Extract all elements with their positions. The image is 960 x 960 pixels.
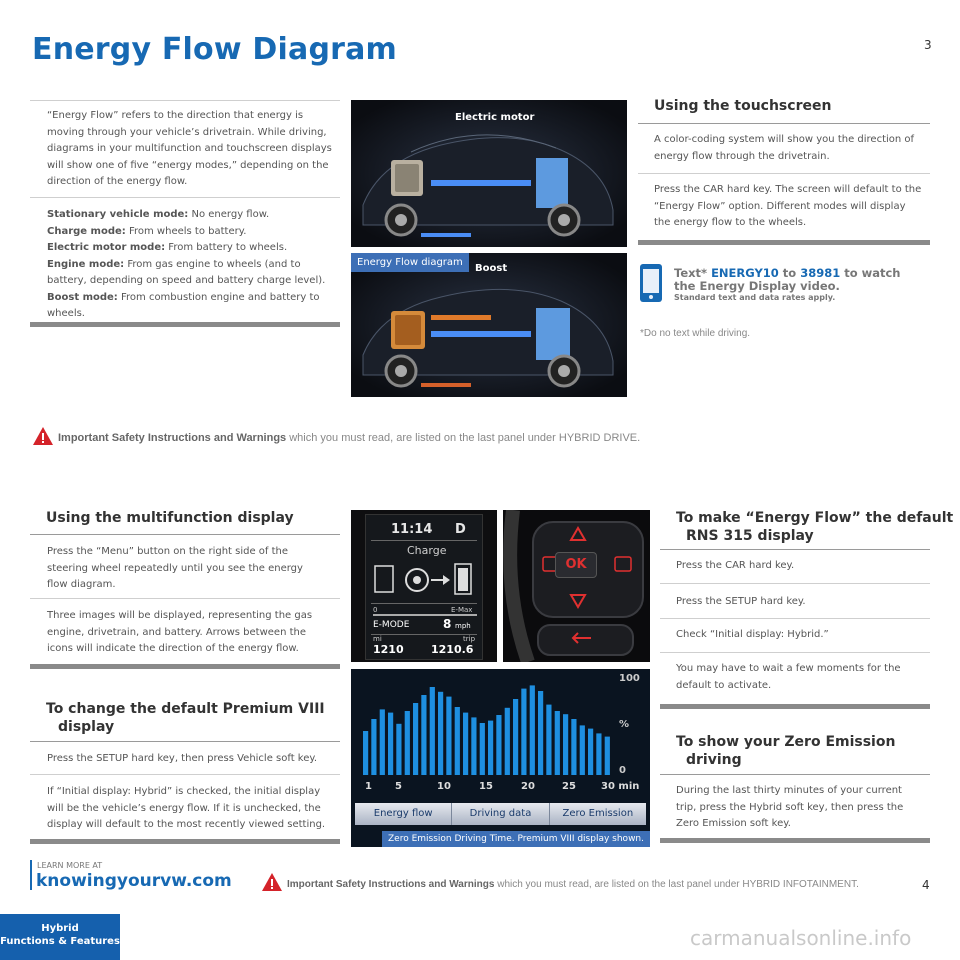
safety-rest: which you must read, are listed on the last panel under HYBRID INFOTAINMENT. bbox=[494, 879, 859, 890]
mode-name: Electric motor mode: bbox=[47, 242, 166, 253]
cluster-speed: 8 bbox=[443, 617, 452, 631]
premium-p2: If “Initial display: Hybrid” is checked, the initial display will be the vehicle’s energy flow. If it is unchecked, the display will default to the most recently viewed setting. bbox=[47, 786, 326, 830]
warning-triangle-icon bbox=[261, 872, 283, 896]
cluster-speed-unit: mph bbox=[455, 622, 471, 630]
chart-bar bbox=[438, 692, 443, 775]
chart-caption: Zero Emission Driving Time. Premium VIII display shown. bbox=[382, 831, 650, 847]
diagram-label-electric-motor: Electric motor bbox=[455, 112, 535, 123]
chart-tabs bbox=[355, 803, 646, 825]
page-number-right: 3 bbox=[924, 38, 932, 52]
divider bbox=[660, 583, 930, 584]
watermark: carmanualsonline.info bbox=[690, 926, 912, 950]
mode-item bbox=[47, 240, 332, 257]
multifunction-cluster-display bbox=[351, 510, 497, 662]
chart-bar bbox=[413, 703, 418, 775]
chart-bar bbox=[496, 715, 501, 775]
chart-xtick: 10 bbox=[437, 781, 451, 792]
mode-name: Engine mode: bbox=[47, 258, 125, 270]
safety-bold: Important Safety Instructions and Warnings bbox=[287, 879, 495, 890]
chart-bar bbox=[471, 717, 476, 775]
multifunction-p1: Press the “Menu” button on the right side of the steering wheel repeatedly until you see the energy flow diagram. bbox=[47, 546, 303, 590]
diagram-caption: Energy Flow diagram bbox=[351, 253, 469, 272]
touchscreen-p2: Press the CAR hard key. The screen will default to the “Energy Flow” option. Different modes will display the energy flow to the wheels. bbox=[654, 184, 922, 228]
chart-xtick: 25 bbox=[562, 781, 576, 792]
chart-bar bbox=[588, 729, 593, 775]
mode-name: Charge mode: bbox=[47, 225, 126, 237]
emode-bar bbox=[373, 614, 477, 616]
chart-bar bbox=[388, 713, 393, 775]
chart-bar bbox=[363, 731, 368, 775]
divider bbox=[371, 540, 477, 541]
phone-icon bbox=[640, 264, 662, 302]
chart-xtick: 5 bbox=[395, 781, 402, 792]
cluster-mi: mi bbox=[373, 635, 382, 643]
steering-wheel-buttons bbox=[503, 510, 650, 662]
footer-accent-bar bbox=[30, 860, 32, 890]
divider-thick bbox=[638, 240, 930, 245]
multifunction-heading: Using the multifunction display bbox=[46, 510, 294, 526]
chart-bar bbox=[371, 719, 376, 775]
mode-desc: From gas engine to wheels (and to battery, depending on speed and battery charge level). bbox=[47, 258, 326, 286]
divider-thick bbox=[30, 664, 340, 669]
mode-name: Stationary vehicle mode: bbox=[47, 209, 189, 220]
chart-bar bbox=[546, 705, 551, 775]
rns-step: Check “Initial display: Hybrid.” bbox=[676, 629, 829, 640]
touchscreen-p1: A color-coding system will show you the direction of energy flow through the drivetrain. bbox=[654, 134, 915, 162]
chart-xtick: 20 bbox=[521, 781, 535, 792]
learn-more-label: LEARN MORE AT bbox=[37, 861, 103, 870]
chart-xticks bbox=[357, 781, 647, 795]
premium-heading bbox=[46, 700, 325, 736]
mode-desc: From battery to wheels. bbox=[165, 242, 288, 253]
chart-bar bbox=[571, 719, 576, 775]
zero-emission-chart bbox=[351, 669, 650, 799]
chart-bar bbox=[455, 707, 460, 775]
tab-zero-emission[interactable]: Zero Emission bbox=[562, 808, 634, 819]
mode-item bbox=[47, 290, 332, 323]
multifunction-p2: Three images will be displayed, representing the gas engine, drivetrain, and battery. Arrows between the icons will indicate the direction of the energy flow. bbox=[47, 610, 313, 654]
section-tab-line2: Functions & Features bbox=[0, 936, 120, 947]
chart-bar bbox=[380, 709, 385, 775]
chart-bar bbox=[538, 691, 543, 775]
rns-step: Press the SETUP hard key. bbox=[676, 596, 806, 607]
section-tab-line1: Hybrid bbox=[41, 923, 79, 934]
zero-emission-heading bbox=[676, 733, 895, 769]
car-illustration bbox=[351, 253, 627, 397]
divider bbox=[30, 197, 340, 198]
chart-ytick-top: 100 bbox=[619, 673, 640, 684]
divider bbox=[638, 123, 930, 124]
text-promo bbox=[674, 267, 901, 303]
text-promo-to: to bbox=[778, 266, 801, 280]
warning-triangle-icon bbox=[32, 426, 54, 450]
text-promo-note: *Do no text while driving. bbox=[640, 328, 751, 339]
energy-flow-icons bbox=[373, 560, 477, 600]
divider bbox=[30, 741, 340, 742]
divider bbox=[30, 598, 340, 599]
zero-heading-line1: To show your Zero Emission bbox=[676, 734, 896, 750]
premium-heading-line1: To change the default Premium VIII bbox=[46, 701, 325, 717]
divider bbox=[660, 652, 930, 653]
divider bbox=[660, 618, 930, 619]
mode-name: Boost mode: bbox=[47, 291, 118, 303]
tab-energy-flow[interactable]: Energy flow bbox=[355, 803, 452, 825]
rns-heading bbox=[676, 509, 953, 545]
safety-bold: Important Safety Instructions and Warnings bbox=[58, 432, 287, 444]
rns-step: You may have to wait a few moments for the default to activate. bbox=[676, 663, 901, 691]
cluster-emode: E-MODE bbox=[373, 620, 410, 630]
chart-bar bbox=[563, 714, 568, 775]
chart-bar bbox=[446, 697, 451, 775]
site-link[interactable]: knowingyourvw.com bbox=[36, 871, 232, 891]
page-title: Energy Flow Diagram bbox=[32, 32, 398, 67]
chart-xtick: 15 bbox=[479, 781, 493, 792]
cluster-trip: trip bbox=[463, 635, 476, 643]
chart-bar bbox=[530, 685, 535, 775]
chart-xtick: 1 bbox=[365, 781, 372, 792]
chart-bar bbox=[555, 711, 560, 775]
energy-modes-list bbox=[47, 207, 332, 323]
tab-driving-data[interactable]: Driving data bbox=[452, 803, 549, 825]
chart-bar bbox=[430, 687, 435, 775]
mode-desc: From wheels to battery. bbox=[125, 225, 247, 237]
rns-heading-line2: RNS 315 display bbox=[686, 528, 814, 544]
text-promo-line2: the Energy Display video. bbox=[674, 279, 840, 293]
chart-ytick-bottom: 0 bbox=[619, 765, 626, 776]
text-promo-post: to watch bbox=[840, 266, 901, 280]
chart-bar bbox=[396, 724, 401, 775]
section-tab bbox=[0, 914, 120, 960]
divider-thick bbox=[30, 322, 340, 327]
divider bbox=[660, 549, 930, 550]
divider-thick bbox=[30, 839, 340, 844]
diagram-label-boost: Boost bbox=[475, 263, 508, 274]
chart-bar bbox=[521, 689, 526, 775]
chart-bar bbox=[421, 695, 426, 775]
electric-motor-diagram bbox=[351, 100, 627, 247]
divider bbox=[30, 534, 340, 535]
chart-bar bbox=[605, 737, 610, 775]
cluster-left-min: 0 bbox=[373, 606, 378, 614]
text-number: 38981 bbox=[800, 266, 841, 280]
safety-notice-bottom bbox=[287, 879, 859, 890]
chart-bar bbox=[513, 699, 518, 775]
safety-rest: which you must read, are listed on the last panel under HYBRID DRIVE. bbox=[286, 432, 641, 444]
mode-desc: No energy flow. bbox=[188, 209, 270, 220]
cluster-trip-val: 1210.6 bbox=[431, 643, 474, 656]
page-number-left: 4 bbox=[922, 878, 930, 892]
cluster-time: 11:14 bbox=[391, 522, 433, 537]
cluster-odo: 1210 bbox=[373, 643, 404, 656]
divider bbox=[371, 634, 477, 635]
divider bbox=[30, 100, 340, 101]
chart-ytick-mid: % bbox=[619, 719, 630, 730]
touchscreen-heading: Using the touchscreen bbox=[654, 98, 832, 114]
rns-step: Press the CAR hard key. bbox=[676, 560, 795, 571]
text-code: ENERGY10 bbox=[711, 266, 779, 280]
chart-xtick: 30 min bbox=[601, 781, 640, 792]
chart-bar bbox=[505, 708, 510, 775]
divider bbox=[371, 603, 477, 604]
divider bbox=[638, 173, 930, 174]
text-promo-pre: Text* bbox=[674, 266, 712, 280]
chart-bar bbox=[480, 723, 485, 775]
mode-item bbox=[47, 224, 332, 241]
divider-thick bbox=[660, 838, 930, 843]
cluster-emax: E-Max bbox=[451, 606, 473, 614]
divider-thick bbox=[660, 704, 930, 709]
premium-heading-line2: display bbox=[58, 719, 115, 735]
text-promo-fine: Standard text and data rates apply. bbox=[674, 293, 836, 302]
energy-flow-intro: “Energy Flow” refers to the direction that energy is moving through your vehicle’s drivetrain. While driving, diagrams in your multifunction and touchscreen displays will show one of five “energy modes,” depending on the direction of the energy flow. bbox=[47, 110, 332, 187]
chart-bar bbox=[463, 713, 468, 775]
chart-bar bbox=[488, 721, 493, 775]
rns-heading-line1: To make “Energy Flow” the default bbox=[676, 510, 954, 526]
mode-item bbox=[47, 207, 332, 224]
divider bbox=[660, 774, 930, 775]
premium-p1: Press the SETUP hard key, then press Vehicle soft key. bbox=[47, 753, 318, 764]
divider bbox=[30, 774, 340, 775]
zero-heading-line2: driving bbox=[686, 752, 742, 768]
zero-emission-screen bbox=[351, 669, 650, 847]
chart-bar bbox=[405, 711, 410, 775]
ok-button-icon: OK bbox=[555, 552, 597, 578]
mode-item bbox=[47, 257, 332, 290]
cluster-mode-label: Charge bbox=[407, 544, 447, 557]
chart-bar bbox=[596, 733, 601, 775]
boost-diagram bbox=[351, 253, 627, 397]
mode-desc: From combustion engine and battery to wheels. bbox=[47, 291, 320, 319]
zero-emission-p1: During the last thirty minutes of your current trip, press the Hybrid soft key, then press the Zero Emission soft key. bbox=[676, 785, 904, 829]
chart-bar bbox=[580, 725, 585, 775]
safety-notice-top bbox=[58, 432, 640, 444]
cluster-gear: D bbox=[455, 522, 466, 537]
